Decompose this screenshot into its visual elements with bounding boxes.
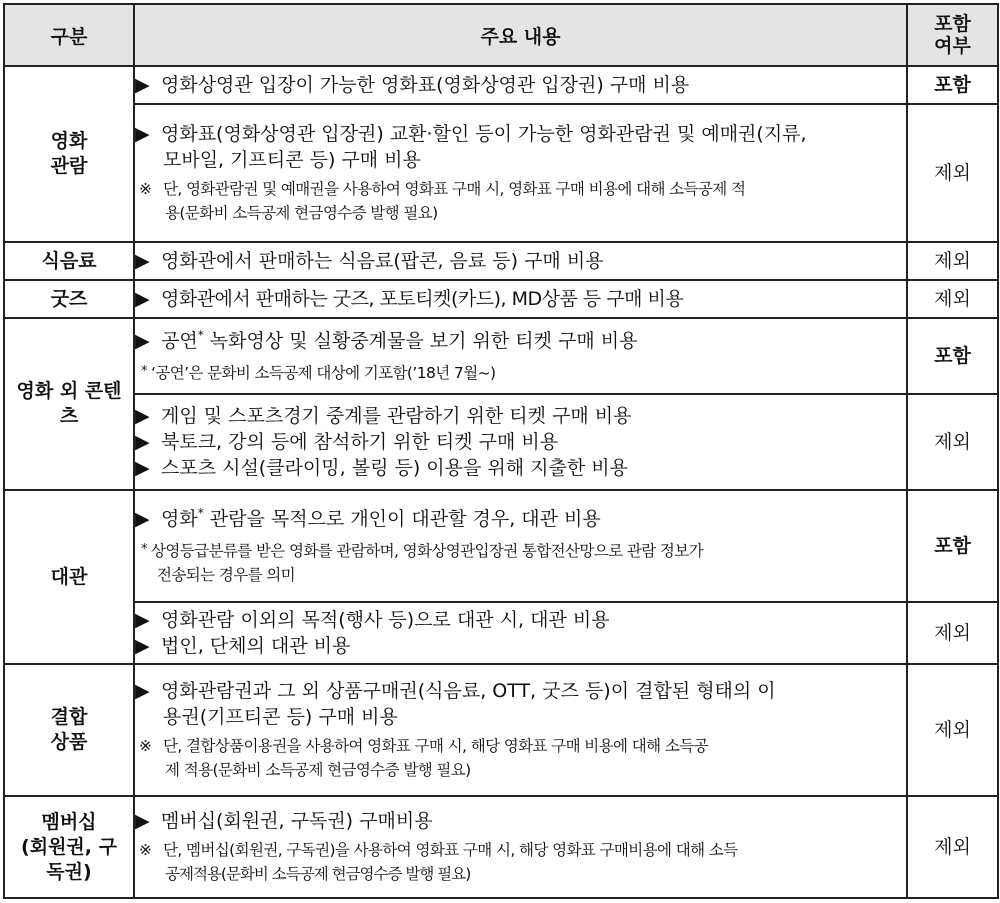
content-cell [134,490,907,602]
category-membership: 멤버십 (회원권, 구 독권) [4,796,134,898]
note-mark-icon: ※ [139,737,152,755]
included-value: 제외 [907,796,998,898]
triangle-bullet-icon: ▶ [135,680,150,702]
table-row [4,318,998,394]
content-line: ▶ 영화관에서 판매하는 식음료(팝콘, 음료 등) 구매 비용 [135,250,604,272]
category-combo: 결합 상품 [4,664,134,796]
triangle-bullet-icon: ▶ [135,635,150,657]
triangle-bullet-icon: ▶ [135,810,150,832]
note-line: * ‘공연’은 문화비 소득공제 대상에 기포함(’18년 7월~) [135,360,906,385]
table-row [4,394,998,490]
triangle-bullet-icon: ▶ [135,431,150,453]
note-line: 공제적용(문화비 소득공제 현금영수증 발행 필요) [165,865,471,883]
category-food: 식음료 [4,242,134,280]
table-row [4,490,998,602]
included-value: 제외 [907,280,998,318]
content-line: ▶ 공연* 녹화영상 및 실황중계물을 보기 위한 티켓 구매 비용 [135,327,638,352]
asterisk-mark: * [197,327,204,342]
table-row [4,602,998,664]
category-nonmovie-content: 영화 외 콘텐 츠 [4,318,134,490]
note-line: * 상영등급분류를 받은 영화를 관람하며, 영화상영관입장권 통합전산망으로 관람 정보가 [135,538,906,563]
category-movie: 영화 관람 [4,66,134,242]
header-included: 포함 여부 [907,4,998,66]
header-category: 구분 [4,4,134,66]
content-cell [134,796,907,898]
header-content: 주요 내용 [134,4,907,66]
included-value: 제외 [907,602,998,664]
deduction-table [3,3,999,899]
content-cell [134,66,907,104]
content-line: ▶ 영화관람 이외의 목적(행사 등)으로 대관 시, 대관 비용 [135,609,610,631]
triangle-bullet-icon: ▶ [135,457,150,479]
asterisk-mark: * [197,505,204,520]
header-row [4,4,998,66]
content-cell [134,602,907,664]
content-line: ▶ 영화* 관람을 목적으로 개인이 대관할 경우, 대관 비용 [135,505,601,530]
asterisk-mark: * [141,363,147,379]
content-cell [134,394,907,490]
content-cell [134,104,907,242]
category-rental: 대관 [4,490,134,664]
triangle-bullet-icon: ▶ [135,405,150,427]
content-line: 용권(기프티콘 등) 구매 비용 [163,706,398,728]
content-line: ▶ 영화상영관 입장이 가능한 영화표(영화상영관 입장권) 구매 비용 [135,74,690,96]
included-value: 제외 [907,394,998,490]
triangle-bullet-icon: ▶ [135,329,150,352]
included-value: 제외 [907,242,998,280]
table-row [4,104,998,242]
note-mark-icon: ※ [139,180,152,198]
triangle-bullet-icon: ▶ [135,507,150,530]
table-row [4,242,998,280]
note-line: ※ 단, 영화관람권 및 예매권을 사용하여 영화표 구매 시, 영화표 구매 비용에 대해 소득공제 적 [135,177,906,201]
triangle-bullet-icon: ▶ [135,74,150,96]
content-cell [134,242,907,280]
included-value: 포함 [907,66,998,104]
asterisk-mark: * [141,541,147,557]
content-line: ▶ 법인, 단체의 대관 비용 [135,635,351,657]
triangle-bullet-icon: ▶ [135,250,150,272]
content-line: ▶ 스포츠 시설(클라이밍, 볼링 등) 이용을 위해 지출한 비용 [135,457,628,479]
note-line: 전송되는 경우를 의미 [157,565,296,584]
triangle-bullet-icon: ▶ [135,123,150,145]
content-cell [134,280,907,318]
category-goods: 굿즈 [4,280,134,318]
content-line: 모바일, 기프티콘 등) 구매 비용 [163,149,421,171]
included-value: 포함 [907,318,998,394]
content-line: ▶ 영화관람권과 그 외 상품구매권(식음료, OTT, 굿즈 등)이 결합된 형태의 이 [135,680,776,702]
content-cell [134,664,907,796]
content-cell [134,318,907,394]
content-line: ▶ 영화관에서 판매하는 굿즈, 포토티켓(카드), MD상품 등 구매 비용 [135,288,684,310]
included-value: 포함 [907,490,998,602]
table-row [4,66,998,104]
table-row [4,664,998,796]
note-mark-icon: ※ [139,841,152,859]
table-row [4,796,998,898]
content-line: ▶ 영화표(영화상영관 입장권) 교환·할인 등이 가능한 영화관람권 및 예매권(지류, [135,123,807,145]
note-line: 용(문화비 소득공제 현금영수증 발행 필요) [165,204,438,222]
triangle-bullet-icon: ▶ [135,288,150,310]
note-line: 제 적용(문화비 소득공제 현금영수증 발행 필요) [165,761,471,779]
content-line: ▶ 멤버십(회원권, 구독권) 구매비용 [135,810,433,832]
included-value: 제외 [907,664,998,796]
triangle-bullet-icon: ▶ [135,609,150,631]
content-line: ▶ 게임 및 스포츠경기 중계를 관람하기 위한 티켓 구매 비용 [135,405,632,427]
note-line: ※ 단, 멤버십(회원권, 구독권)을 사용하여 영화표 구매 시, 해당 영화표 구매비용에 대해 소득 [135,838,906,862]
table-row [4,280,998,318]
content-line: ▶ 북토크, 강의 등에 참석하기 위한 티켓 구매 비용 [135,431,559,453]
note-line: ※ 단, 결합상품이용권을 사용하여 영화표 구매 시, 해당 영화표 구매 비용에 대해 소득공 [135,734,906,758]
included-value: 제외 [907,104,998,242]
